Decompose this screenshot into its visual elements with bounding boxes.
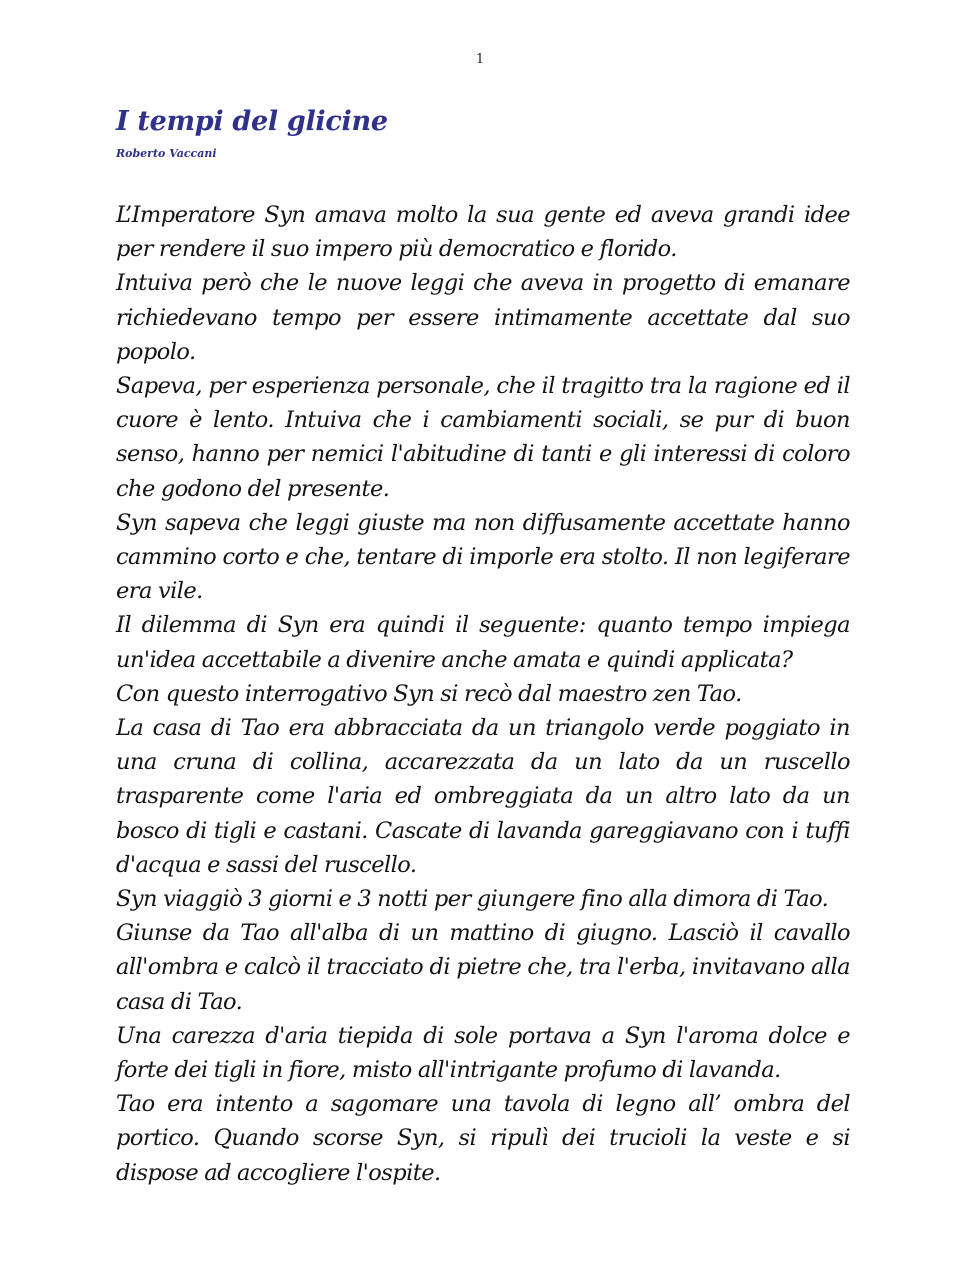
- document-title: I tempi del glicine: [116, 106, 388, 137]
- document-author: Roberto Vaccani: [116, 147, 217, 160]
- page-number: 1: [475, 52, 485, 67]
- paragraph: Una carezza d'aria tiepida di sole portava a Syn l'aroma dolce e forte dei tigli in fiore, misto all'intrigante profumo di lavanda.: [116, 1022, 850, 1084]
- paragraph: Tao era intento a sagomare una tavola di legno all’ ombra del portico. Quando scorse Syn, si ripulì dei trucioli la veste e si dispose ad accogliere l'ospite.: [116, 1091, 850, 1186]
- paragraph: Syn sapeva che leggi giuste ma non diffusamente accettate hanno cammino corto e che, tentare di imporle era stolto. Il non legiferare era vile.: [116, 509, 850, 605]
- paragraph: Con questo interrogativo Syn si recò dal maestro zen Tao.: [116, 680, 742, 707]
- paragraph: Sapeva, per esperienza personale, che il tragitto tra la ragione ed il cuore è lento. Intuiva che i cambiamenti sociali, se pur di buon senso, hanno per nemici l'abitudine di tanti e gli interessi di coloro che godono del presente.: [116, 373, 850, 502]
- paragraph: La casa di Tao era abbracciata da un triangolo verde poggiato in una cruna di collina, accarezzata da un lato da un ruscello trasparente come l'aria ed ombreggiata da un altro lato da un bosco di tigli e castani. Cascate di lavanda gareggiavano con i tuffi d'acqua e sassi del ruscello.: [116, 715, 850, 878]
- paragraph: Intuiva però che le nuove leggi che aveva in progetto di emanare richiedevano tempo per essere intimamente accettate dal suo popolo.: [116, 270, 850, 365]
- paragraph: Giunse da Tao all'alba di un mattino di giugno. Lasciò il cavallo all'ombra e calcò il tracciato di pietre che, tra l'erba, invitavano alla casa di Tao.: [116, 920, 850, 1015]
- paragraph: Syn viaggiò 3 giorni e 3 notti per giungere fino alla dimora di Tao.: [116, 886, 829, 913]
- paragraph: L’Imperatore Syn amava molto la sua gente ed aveva grandi idee per rendere il suo impero più democratico e florido.: [116, 202, 850, 263]
- paragraph: Il dilemma di Syn era quindi il seguente: quanto tempo impiega un'idea accettabile a divenire anche amata e quindi applicata?: [116, 612, 850, 673]
- document-body: [116, 198, 850, 1190]
